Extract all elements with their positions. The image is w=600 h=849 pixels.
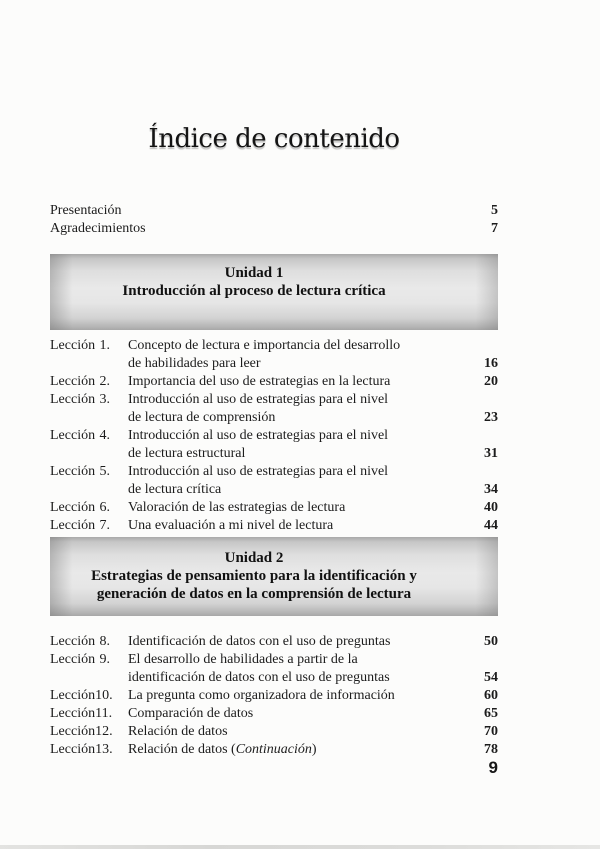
lesson-title-text: Introducción al uso de estrategias para el nivel	[128, 428, 389, 443]
lesson-title	[110, 337, 454, 355]
unit-heading-subtitle: generación de datos en la comprensión de lectura	[96, 586, 412, 602]
lesson-title-text: )	[311, 742, 317, 757]
lesson-title-text: Introducción al uso de estrategias para el nivel	[128, 392, 389, 407]
front-matter-page-ref: 7	[491, 221, 498, 236]
lesson-page-cell	[454, 427, 498, 445]
lesson-title-text: La pregunta como organizadora de información	[128, 688, 395, 703]
lesson-page-cell	[454, 499, 498, 517]
lesson-label: Lección	[50, 428, 96, 443]
lesson-number: 4.	[99, 428, 110, 443]
toc-entry-line	[50, 409, 498, 427]
page-ref: 31	[484, 446, 498, 461]
lesson-label-cell	[50, 355, 110, 373]
lesson-page-cell	[454, 705, 498, 723]
lesson-number: 2.	[99, 374, 110, 389]
page-ref: 54	[484, 670, 498, 685]
lesson-title	[110, 705, 454, 723]
lesson-title	[110, 687, 454, 705]
toc-entry-line	[50, 355, 498, 373]
lesson-page-cell	[454, 373, 498, 391]
lesson-label-cell	[50, 409, 110, 427]
unit-heading-subtitle: Introducción al proceso de lectura crítica	[122, 283, 386, 299]
toc-entry-line	[50, 517, 498, 535]
lesson-title-text: Concepto de lectura e importancia del desarrollo	[128, 338, 401, 353]
lesson-title	[110, 445, 454, 463]
lesson-label-cell	[50, 427, 110, 445]
unit-section-1	[50, 254, 498, 535]
lesson-page-cell	[454, 481, 498, 499]
unit-heading-name: Unidad 1	[224, 265, 284, 281]
lesson-title-text: Valoración de las estrategias de lectura	[128, 500, 346, 515]
lesson-title-text: Relación de datos (	[128, 742, 236, 757]
page-ref: 44	[484, 518, 498, 533]
lesson-label: Lección	[50, 706, 96, 721]
toc-entry-line	[50, 337, 498, 355]
lesson-label-cell	[50, 651, 110, 669]
lesson-title-text: de lectura crítica	[128, 482, 222, 497]
lesson-label: Lección	[50, 464, 96, 479]
lessons-list	[50, 633, 498, 759]
lesson-title	[110, 481, 454, 499]
lesson-label-cell	[50, 463, 110, 481]
lesson-title	[110, 499, 454, 517]
lesson-title	[110, 633, 454, 651]
lesson-title-text: de lectura estructural	[128, 446, 246, 461]
toc-entry-line	[50, 481, 498, 499]
page-number: 9	[488, 758, 498, 777]
unit-heading	[50, 537, 498, 616]
front-matter-label: Agradecimientos	[50, 221, 146, 236]
toc-entry-line	[50, 391, 498, 409]
lesson-number: 1.	[99, 338, 110, 353]
lesson-title-text: Importancia del uso de estrategias en la lectura	[128, 374, 391, 389]
lesson-number: 11.	[95, 706, 113, 721]
lesson-title	[110, 517, 454, 535]
page-ref: 65	[484, 706, 498, 721]
lesson-title	[110, 669, 454, 687]
toc-entry-line	[50, 705, 498, 723]
front-matter-page-ref: 5	[491, 203, 498, 218]
lesson-label-cell	[50, 741, 113, 759]
front-matter-row	[50, 220, 498, 238]
lesson-label-cell	[50, 517, 110, 535]
page-ref: 60	[484, 688, 498, 703]
lesson-page-cell	[454, 355, 498, 373]
lesson-page-cell	[454, 741, 498, 759]
lesson-title	[110, 741, 454, 759]
lesson-page-cell	[454, 687, 498, 705]
lesson-label: Lección	[50, 742, 96, 757]
front-matter-row	[50, 202, 498, 220]
lesson-title	[110, 427, 454, 445]
unit-heading-name: Unidad 2	[224, 550, 284, 566]
lesson-title-text: Una evaluación a mi nivel de lectura	[128, 518, 334, 533]
front-matter-label: Presentación	[50, 203, 122, 218]
lesson-label-cell	[50, 633, 110, 651]
lesson-title-text: Introducción al uso de estrategias para el nivel	[128, 464, 389, 479]
lesson-title	[110, 463, 454, 481]
lesson-label: Lección	[50, 724, 96, 739]
lesson-label-cell	[50, 445, 110, 463]
front-matter-list	[50, 202, 498, 238]
lesson-number: 9.	[99, 652, 110, 667]
lesson-title	[110, 409, 454, 427]
lesson-title	[110, 651, 454, 669]
lesson-number: 8.	[99, 634, 110, 649]
lesson-label-cell	[50, 337, 110, 355]
lesson-number: 10.	[95, 688, 113, 703]
lesson-label: Lección	[50, 688, 96, 703]
lesson-number: 7.	[99, 518, 110, 533]
toc-entry-line	[50, 669, 498, 687]
lesson-label-cell	[50, 723, 113, 741]
toc-entry-line	[50, 427, 498, 445]
lesson-title-text: identificación de datos con el uso de preguntas	[128, 670, 390, 685]
toc-entry-line	[50, 651, 498, 669]
page-ref: 20	[484, 374, 498, 389]
lesson-title-text: Comparación de datos	[128, 706, 254, 721]
lesson-label-cell	[50, 499, 110, 517]
units-container	[50, 254, 498, 759]
lesson-label: Lección	[50, 652, 96, 667]
scan-edge-artifact	[0, 845, 600, 849]
lessons-list	[50, 337, 498, 535]
lesson-label-cell	[50, 705, 113, 723]
page-ref: 34	[484, 482, 498, 497]
page-ref: 16	[484, 356, 498, 371]
toc-page	[50, 0, 498, 777]
lesson-title-text: de lectura de comprensión	[128, 410, 276, 425]
toc-entry-line	[50, 373, 498, 391]
lesson-title-italic: Continuación	[235, 742, 312, 757]
lesson-title	[110, 355, 454, 373]
toc-entry-line	[50, 633, 498, 651]
lesson-title-text: El desarrollo de habilidades a partir de la	[128, 652, 358, 667]
lesson-page-cell	[454, 517, 498, 535]
lesson-page-cell	[454, 669, 498, 687]
lesson-page-cell	[454, 337, 498, 355]
lesson-label-cell	[50, 373, 110, 391]
lesson-label: Lección	[50, 500, 96, 515]
toc-entry-line	[50, 687, 498, 705]
lesson-number: 3.	[99, 392, 110, 407]
lesson-title-text: de habilidades para leer	[128, 356, 261, 371]
page-ref: 50	[484, 634, 498, 649]
unit-heading	[50, 254, 498, 330]
lesson-label: Lección	[50, 392, 96, 407]
lesson-label-cell	[50, 669, 110, 687]
lesson-page-cell	[454, 409, 498, 427]
lesson-title	[110, 391, 454, 409]
lesson-label: Lección	[50, 518, 96, 533]
lesson-page-cell	[454, 391, 498, 409]
lesson-label-cell	[50, 687, 113, 705]
page-ref: 78	[484, 742, 498, 757]
lesson-number: 12.	[95, 724, 113, 739]
unit-section-2	[50, 537, 498, 759]
lesson-number: 13.	[95, 742, 113, 757]
lesson-page-cell	[454, 723, 498, 741]
lesson-label: Lección	[50, 374, 96, 389]
lesson-label-cell	[50, 391, 110, 409]
lesson-page-cell	[454, 445, 498, 463]
unit-heading-subtitle: Estrategias de pensamiento para la identificación y	[91, 568, 417, 584]
lesson-number: 5.	[99, 464, 110, 479]
page-ref: 23	[484, 410, 498, 425]
lesson-page-cell	[454, 633, 498, 651]
lesson-label: Lección	[50, 338, 96, 353]
lesson-title	[110, 373, 454, 391]
toc-entry-line	[50, 463, 498, 481]
page-title: Índice de contenido	[148, 124, 400, 154]
lesson-label-cell	[50, 481, 110, 499]
lesson-number: 6.	[99, 500, 110, 515]
lesson-label: Lección	[50, 634, 96, 649]
page-ref: 70	[484, 724, 498, 739]
page-ref: 40	[484, 500, 498, 515]
lesson-title	[110, 723, 454, 741]
lesson-page-cell	[454, 651, 498, 669]
lesson-title-text: Relación de datos	[128, 724, 228, 739]
toc-entry-line	[50, 445, 498, 463]
lesson-page-cell	[454, 463, 498, 481]
toc-entry-line	[50, 499, 498, 517]
lesson-title-text: Identificación de datos con el uso de preguntas	[128, 634, 391, 649]
toc-entry-line	[50, 723, 498, 741]
toc-entry-line	[50, 741, 498, 759]
